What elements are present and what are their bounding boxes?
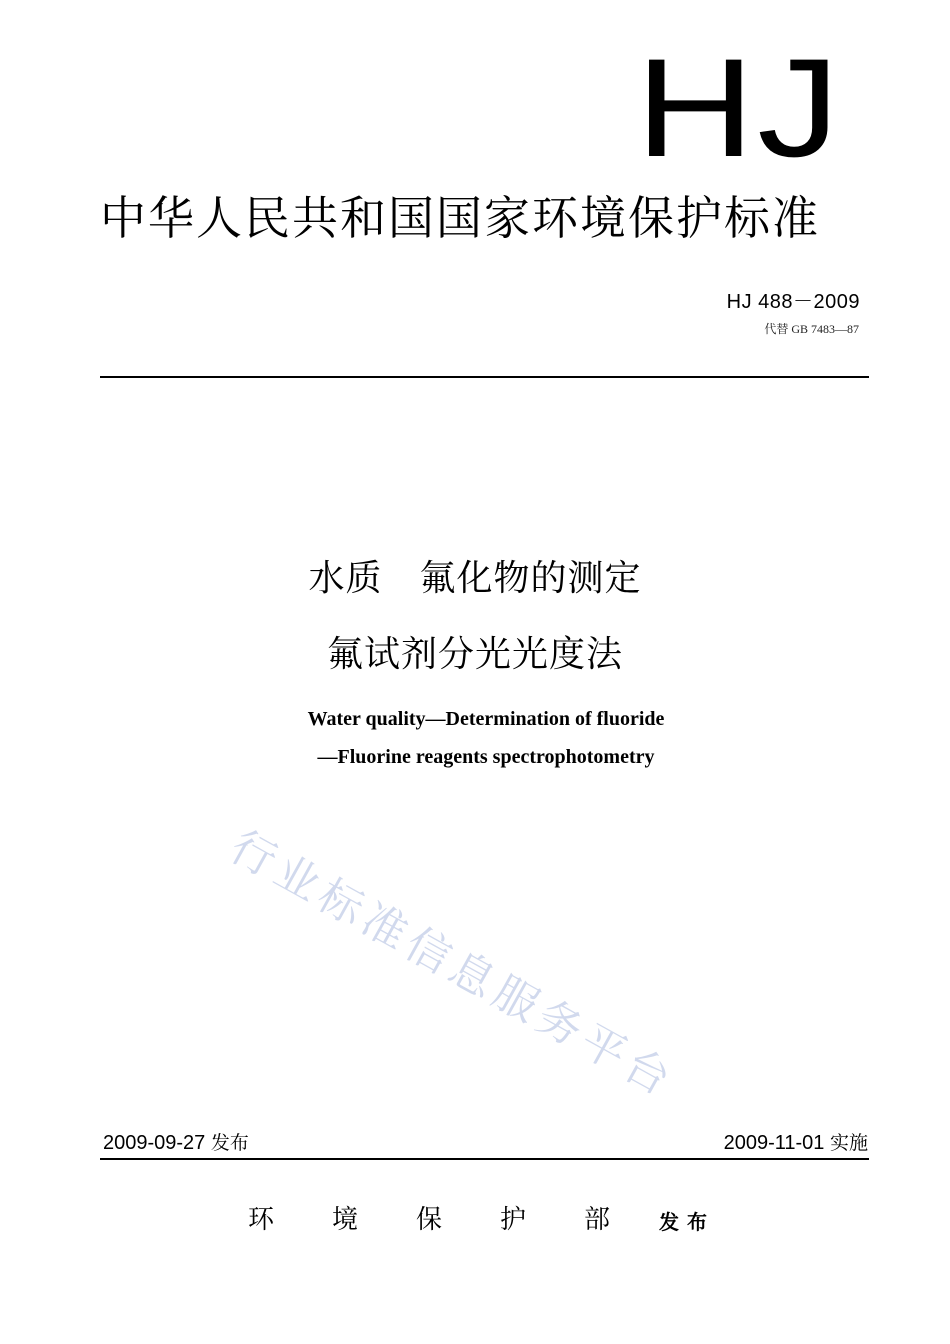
publisher-name (248, 1203, 668, 1237)
watermark: 行业标准信息服务平台 (221, 821, 684, 1109)
org-title: 中华人民共和国国家环境保护标准 (100, 191, 820, 245)
release-date-value: 2009-09-27 (103, 1132, 206, 1154)
en-title-line-2: —Fluorine reagents spectrophotometry (317, 746, 655, 768)
release-date-label: 发布 (210, 1132, 249, 1154)
en-title-line-1: Water quality—Determination of fluoride (307, 708, 665, 730)
publisher-char: 保 (416, 1205, 443, 1235)
implementation-date-value: 2009-11-01 (723, 1132, 825, 1154)
hj-logo: HJ (635, 29, 842, 186)
implementation-date-label: 实施 (829, 1132, 868, 1154)
publisher-char: 部 (584, 1205, 611, 1235)
publisher-char: 境 (332, 1205, 359, 1235)
cn-title-line-1: 水质 氟化物的测定 (308, 558, 642, 599)
publisher-char: 护 (500, 1205, 527, 1235)
publish-label: 发布 (659, 1210, 715, 1234)
standard-number: HJ 488－2009 (726, 291, 860, 313)
bottom-divider (100, 1158, 869, 1160)
publisher-char: 环 (248, 1205, 275, 1235)
implementation-date (724, 1130, 868, 1156)
top-divider (100, 376, 869, 378)
cn-title-line-2: 氟试剂分光光度法 (326, 634, 623, 675)
replaces-standard: 代替 GB 7483—87 (764, 322, 859, 336)
release-date (103, 1130, 249, 1156)
